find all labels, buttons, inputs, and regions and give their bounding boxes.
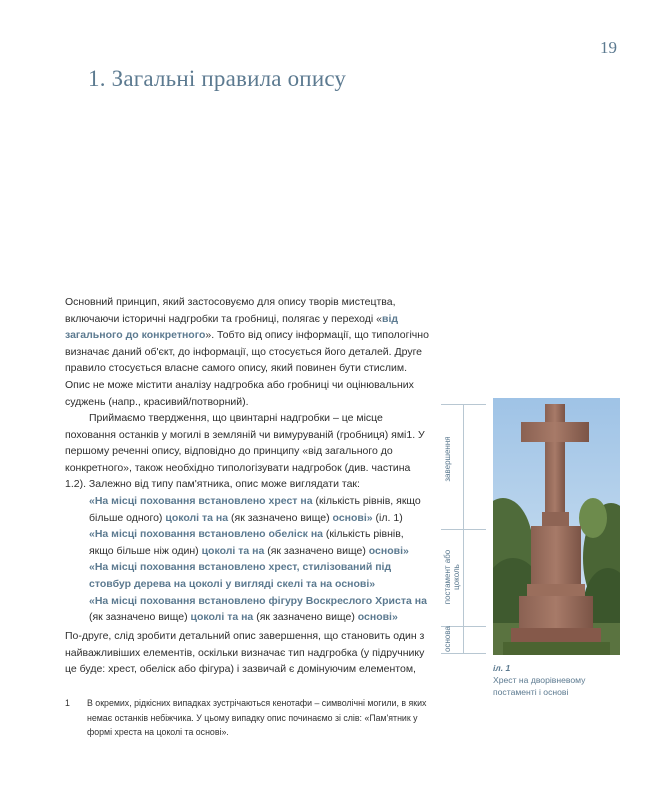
cross-photo-illustration (493, 398, 620, 655)
chapter-title: 1. Загальні правила опису (88, 66, 347, 91)
caption-label: іл. 1 (493, 663, 511, 673)
caption-text: Хрест на дворівневому постаменті і основі (493, 675, 586, 697)
diagram-tick (441, 404, 486, 405)
diagram-label-pedestal: постамент або цоколь (443, 549, 461, 605)
highlight-general-to-specific: від загального до конкретного (65, 312, 399, 342)
page-number: 19 (600, 38, 617, 57)
paragraph-examples (65, 410, 431, 626)
paragraph-finial: По-друге, слід зробити детальний опис завершення, що становить один з найважливіших елементів, оскільки визначає тип надгробка (у підручнику це буде: хрест, обеліск або фігура) і зазвичай є домінуючим елементом, (65, 630, 425, 676)
example-item-tree-cross: «На місці поховання встановлено хрест, стилізований під стовбур дерева на цоколі у вигляді скелі та на основі» (89, 561, 392, 590)
figure-cross-photo (493, 398, 620, 655)
footnote (65, 696, 431, 740)
paragraph-intro: Приймаємо твердження, що цвинтарні надгробки – це місце поховання останків у могилі в земляній чи вимуруваній (гробниця) ямі1. У першому реченні опису, відповідно до принципу «від загального до конкретного», також необхідно типологізувати надгробок (див. частина 1.2). Залежно від типу пам'ятника, опис може виглядати так: (65, 412, 425, 491)
diagram-label-base: основа (443, 626, 452, 652)
diagram-tick (441, 529, 486, 530)
parts-diagram (441, 404, 486, 654)
paragraph-text: ». Тобто від опису інформації, що типологічно визначає даний об'єкт, до інформації, що стосується його деталей. Друге правило стосується власне самого опису, який повинен бути стислим. Опис не може містити аналізу надгробка або гробниці чи оцінювальних суджень (напр., красивий/потворний). (65, 329, 429, 408)
diagram-tick (441, 653, 486, 654)
paragraph-principle (65, 294, 431, 410)
paragraph-text: Основний принцип, який застосовуємо для опису творів мистецтва, включаючи історичні надгробки та гробниці, полягає у переході « (65, 296, 396, 325)
diagram-label-finial: завершення (443, 436, 452, 482)
example-list (89, 493, 431, 626)
example-item-obelisk: «На місці поховання встановлено обеліск на (кількість рівнів, якщо більше ніж один) цоколі та на (як зазначено вище) основі» (89, 528, 409, 557)
footnote-number: 1 (65, 698, 70, 708)
figure-caption (493, 662, 623, 698)
example-item-christ-figure: «На місці поховання встановлено фігуру Воскреслого Христа на (як зазначено вище) цоколі та на (як зазначено вище) основі» (89, 594, 427, 624)
footnote-text: В окремих, рідкісних випадках зустрічаються кенотафи – символічні могили, в яких немає останків небіжчика. У цьому випадку опис починаємо зі слів: «Пам'ятник у формі хреста на цоколі та основі». (87, 698, 427, 738)
example-item-cross: «На місці поховання встановлено хрест на (кількість рівнів, якщо більше одного) цоколі та на (як зазначено вище) основі» (іл. 1) (89, 494, 421, 524)
